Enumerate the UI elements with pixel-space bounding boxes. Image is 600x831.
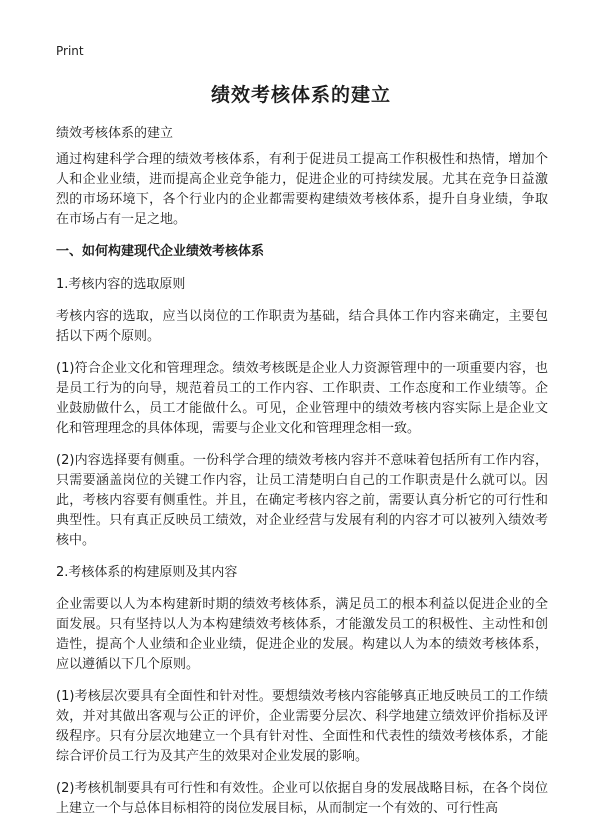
paragraph: (1)符合企业文化和管理理念。绩效考核既是企业人力资源管理中的一项重要内容，也是员工行为的向导，规范着员工的工作内容、工作职责、工作态度和工作业绩等。企业鼓励做什么，员工才能做什么。可见，企业管理中的绩效考核内容实际上是企业文化和管理理念的具体体现，需要与企业文化和管理理念相一致。	[56, 361, 548, 436]
subsection-heading: 2.考核体系的构建原则及其内容	[56, 565, 238, 580]
article-body	[56, 150, 548, 831]
intro-paragraph: 通过构建科学合理的绩效考核体系，有利于促进员工提高工作积极性和热情，增加个人和企业业绩，进而提高企业竞争能力，促进企业的可持续发展。尤其在竞争日益激烈的市场环境下，各个行业内的企业都需要构建绩效考核体系，提升自身业绩，争取在市场占有一足之地。	[56, 152, 548, 227]
page-title: 绩效考核体系的建立	[210, 84, 391, 106]
print-link[interactable]: Print	[56, 44, 84, 58]
subsection-heading: 1.考核内容的选取原则	[56, 277, 186, 292]
paragraph: 企业需要以人为本构建新时期的绩效考核体系，满足员工的根本利益以促进企业的全面发展。只有坚持以人为本构建绩效考核体系，才能激发员工的积极性、主动性和创造性，提高个人业绩和企业业绩，促进企业的发展。构建以人为本的绩效考核体系，应以遵循以下几个原则。	[56, 597, 548, 672]
paragraph: (1)考核层次要具有全面性和针对性。要想绩效考核内容能够真正地反映员工的工作绩效，并对其做出客观与公正的评价，企业需要分层次、科学地建立绩效评价指标及评级程序。只有分层次地建立一个具有针对性、全面性和代表性的绩效考核体系，才能综合评价员工行为及其产生的效果对企业发展的影响。	[56, 689, 548, 764]
article-subtitle: 绩效考核体系的建立	[56, 126, 174, 141]
section-heading: 一、如何构建现代企业绩效考核体系	[56, 244, 265, 259]
paragraph: (2)内容选择要有侧重。一份科学合理的绩效考核内容并不意味着包括所有工作内容，只需要涵盖岗位的关键工作内容，让员工清楚明白自己的工作职责是什么就可以。因此，考核内容要有侧重性。并且，在确定考核内容之前，需要认真分析它的可行性和典型性。只有真正反映员工绩效，对企业经营与发展有利的内容才可以被列入绩效考核中。	[56, 453, 548, 548]
paragraph: (2)考核机制要具有可行性和有效性。企业可以依据自身的发展战略目标，在各个岗位上建立一个与总体目标相符的岗位发展目标，从而制定一个有效的、可行性高	[56, 781, 548, 816]
paragraph: 考核内容的选取，应当以岗位的工作职责为基础，结合具体工作内容来确定，主要包括以下两个原则。	[56, 309, 548, 344]
